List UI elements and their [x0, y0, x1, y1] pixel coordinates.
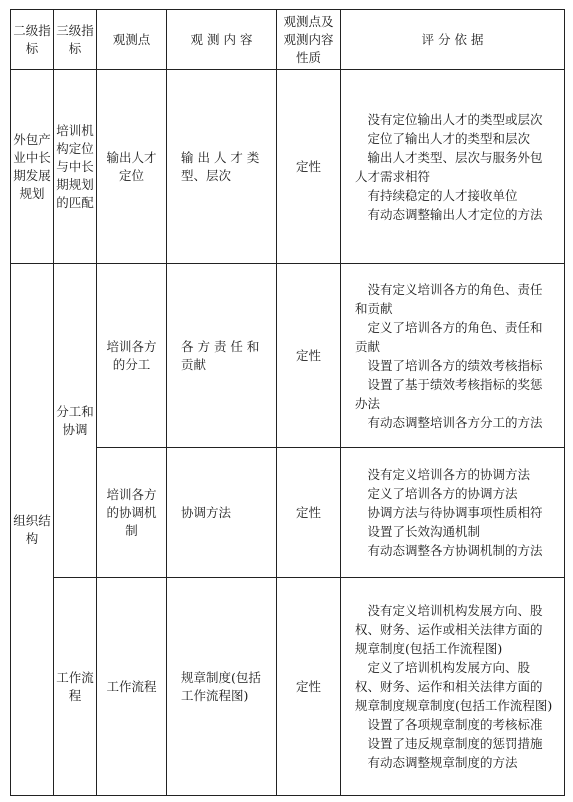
header-row	[11, 10, 565, 70]
level3-cell: 培训机构定位与中长期规划的匹配	[54, 70, 97, 264]
basis-line: 有动态调整规章制度的方法	[367, 755, 518, 770]
basis-line: 有持续稳定的人才接收单位	[367, 187, 518, 203]
basis-cell	[341, 264, 565, 448]
content-cell: 规章制度(包括工作流程图)	[167, 578, 277, 796]
basis-line: 没有定义培训各方的协调方法	[367, 467, 531, 482]
basis-cell	[341, 578, 565, 796]
point-cell: 培训各方的协调机制	[97, 448, 167, 578]
content-cell: 各 方 责 任 和贡献	[167, 264, 277, 448]
basis-line: 设置了违反规章制度的惩罚措施	[367, 736, 543, 751]
point-cell: 工作流程	[97, 578, 167, 796]
table-row	[11, 70, 565, 264]
header-nature: 观测点及观测内容性质	[277, 10, 341, 70]
nature-cell: 定性	[277, 448, 341, 578]
basis-line: 没有定位输出人才的类型或层次	[367, 111, 543, 127]
nature-cell: 定性	[277, 264, 341, 448]
table-row	[11, 578, 565, 796]
content-cell: 协调方法	[167, 448, 277, 578]
level3-cell: 分工和协调	[54, 264, 97, 578]
header-point: 观测点	[97, 10, 167, 70]
header-level3: 三级指标	[54, 10, 97, 70]
basis-line: 没有定义培训机构发展方向、股权、财务、运作或相关法律方面的规章制度(包括工作流程图)	[355, 603, 543, 656]
evaluation-table	[10, 9, 565, 796]
basis-line: 设置了基于绩效考核指标的奖惩办法	[355, 376, 543, 411]
table-row	[11, 264, 565, 448]
basis-line: 定义了培训机构发展方向、股权、财务、运作和相关法律方面的规章制度规章制度(包括工作流程图)	[355, 660, 553, 713]
basis-cell	[341, 448, 565, 578]
header-level2: 二级指标	[11, 10, 54, 70]
nature-cell: 定性	[277, 70, 341, 264]
content-cell: 输 出 人 才 类型、层次	[167, 70, 277, 264]
basis-line: 定位了输出人才的类型和层次	[367, 130, 531, 146]
basis-line: 没有定义培训各方的角色、责任和贡献	[355, 281, 543, 316]
basis-line: 定义了培训各方的协调方法	[367, 486, 518, 501]
nature-cell: 定性	[277, 578, 341, 796]
basis-line: 设置了培训各方的绩效考核指标	[367, 357, 543, 373]
point-cell: 培训各方的分工	[97, 264, 167, 448]
level3-cell: 工作流程	[54, 578, 97, 796]
level2-cell: 组织结构	[11, 264, 54, 796]
basis-line: 设置了长效沟通机制	[367, 524, 481, 539]
point-cell: 输出人才定位	[97, 70, 167, 264]
basis-cell	[341, 70, 565, 264]
basis-line: 有动态调整输出人才定位的方法	[367, 206, 543, 222]
header-content: 观 测 内 容	[167, 10, 277, 70]
basis-line: 有动态调整培训各方分工的方法	[367, 414, 543, 430]
level2-cell: 外包产业中长期发展规划	[11, 70, 54, 264]
basis-line: 有动态调整各方协调机制的方法	[367, 543, 543, 558]
basis-line: 设置了各项规章制度的考核标准	[367, 717, 543, 732]
basis-line: 协调方法与待协调事项性质相符	[367, 505, 543, 520]
basis-line: 输出人才类型、层次与服务外包人才需求相符	[355, 149, 543, 184]
header-basis: 评 分 依 据	[341, 10, 565, 70]
basis-line: 定义了培训各方的角色、责任和贡献	[355, 319, 543, 354]
